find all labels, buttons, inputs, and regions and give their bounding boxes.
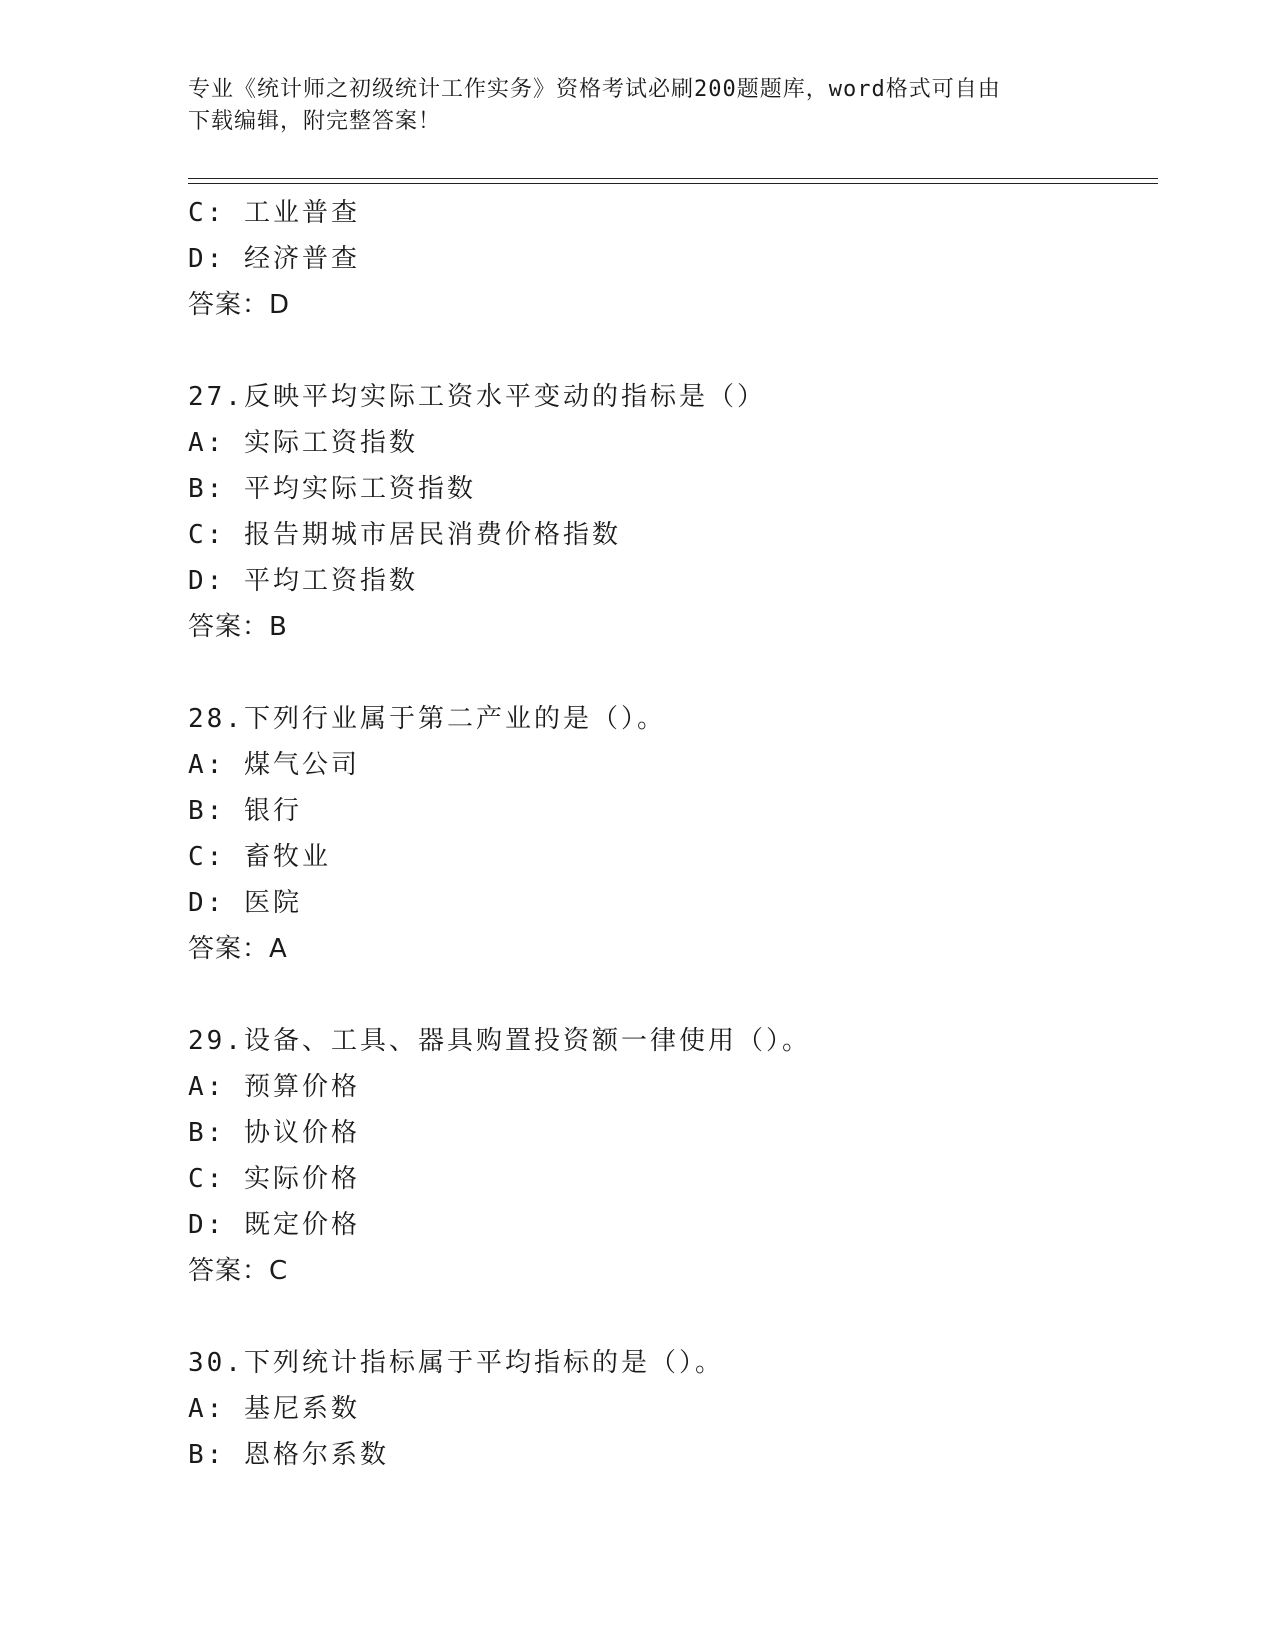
question-29 xyxy=(188,1018,1158,1294)
option-c: C: 畜牧业 xyxy=(188,842,331,872)
option-d: D: 医院 xyxy=(188,888,302,918)
option-b: B: 平均实际工资指数 xyxy=(188,474,476,504)
option-d: D: 经济普查 xyxy=(188,244,360,274)
question-26-continued xyxy=(188,190,1158,328)
option-b: B: 协议价格 xyxy=(188,1118,360,1148)
option-a: A: 实际工资指数 xyxy=(188,428,418,458)
option-a: A: 煤气公司 xyxy=(188,750,360,780)
option-c: C: 实际价格 xyxy=(188,1164,360,1194)
answer-line: 答案：D xyxy=(188,290,291,320)
header-divider-bottom xyxy=(188,183,1158,184)
question-stem: 29.设备、工具、器具购置投资额一律使用（）。 xyxy=(188,1026,811,1056)
question-stem: 30.下列统计指标属于平均指标的是（）。 xyxy=(188,1348,724,1378)
option-b: B: 恩格尔系数 xyxy=(188,1440,389,1470)
option-a: A: 基尼系数 xyxy=(188,1394,360,1424)
answer-line: 答案：B xyxy=(188,612,288,642)
option-c: C: 工业普查 xyxy=(188,198,360,228)
question-stem: 28.下列行业属于第二产业的是（）。 xyxy=(188,704,666,734)
question-list xyxy=(188,190,1158,1478)
question-stem: 27.反映平均实际工资水平变动的指标是（） xyxy=(188,382,766,412)
option-a: A: 预算价格 xyxy=(188,1072,360,1102)
header-line-1: 专业《统计师之初级统计工作实务》资格考试必刷200题题库，word格式可自由 xyxy=(188,77,1001,102)
question-30 xyxy=(188,1340,1158,1478)
header-divider-top xyxy=(188,178,1158,179)
question-27 xyxy=(188,374,1158,650)
option-c: C: 报告期城市居民消费价格指数 xyxy=(188,520,621,550)
question-28 xyxy=(188,696,1158,972)
option-b: B: 银行 xyxy=(188,796,302,826)
option-d: D: 既定价格 xyxy=(188,1210,360,1240)
answer-line: 答案：A xyxy=(188,934,288,964)
document-header xyxy=(188,74,1088,138)
option-d: D: 平均工资指数 xyxy=(188,566,418,596)
answer-line: 答案：C xyxy=(188,1256,289,1286)
header-line-2: 下载编辑，附完整答案！ xyxy=(188,109,442,134)
